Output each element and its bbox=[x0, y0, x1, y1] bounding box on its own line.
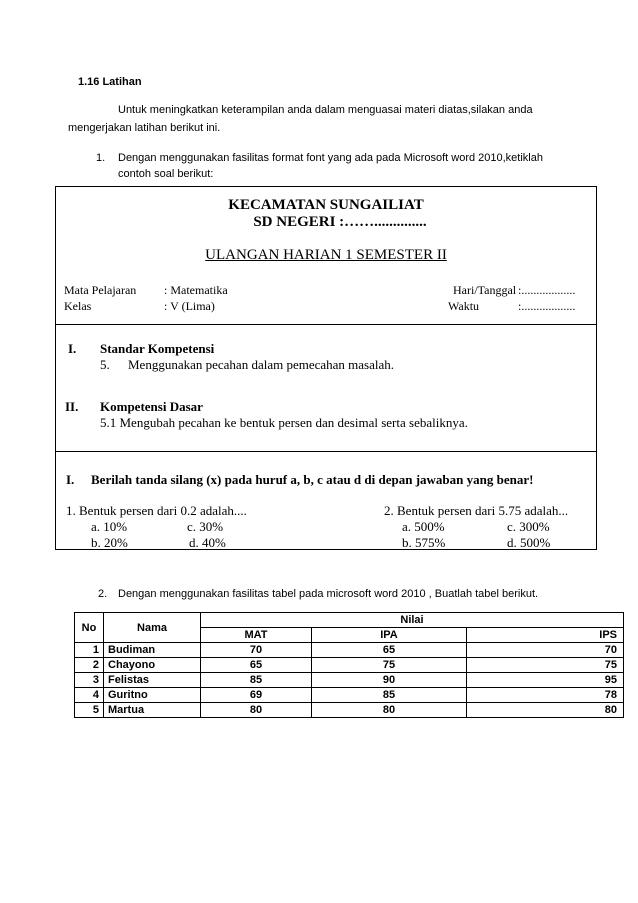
cell-ipa: 65 bbox=[312, 643, 467, 658]
q2-option-a: a. 500% bbox=[402, 519, 445, 534]
subject-value: : Matematika bbox=[164, 283, 228, 297]
header-ipa: IPA bbox=[312, 628, 467, 643]
cell-nama: Felistas bbox=[104, 673, 201, 688]
header-mat: MAT bbox=[201, 628, 312, 643]
day-date-label: Hari/Tanggal bbox=[453, 283, 517, 297]
cell-mat: 70 bbox=[201, 643, 312, 658]
exam-box bbox=[55, 186, 597, 550]
q2-option-b: b. 575% bbox=[402, 535, 446, 550]
table-row bbox=[75, 688, 624, 703]
kd-number: II. bbox=[65, 399, 79, 414]
cell-ips: 70 bbox=[467, 643, 624, 658]
header-no: No bbox=[75, 613, 104, 643]
task1-number: 1. bbox=[96, 152, 106, 164]
intro-line-2: mengerjakan latihan berikut ini. bbox=[68, 122, 221, 134]
day-date-value: :.................. bbox=[518, 283, 576, 297]
sk-title: Standar Kompetensi bbox=[100, 341, 215, 356]
divider bbox=[56, 451, 596, 452]
table-row bbox=[75, 703, 624, 718]
cell-no: 1 bbox=[75, 643, 104, 658]
sk-item-number: 5. bbox=[100, 357, 110, 372]
class-label: Kelas bbox=[64, 299, 92, 313]
question-2: 2. Bentuk persen dari 5.75 adalah... bbox=[384, 503, 569, 518]
table-header-row bbox=[75, 613, 624, 628]
header-nilai: Nilai bbox=[201, 613, 624, 628]
cell-no: 2 bbox=[75, 658, 104, 673]
table-row bbox=[75, 673, 624, 688]
cell-ips: 80 bbox=[467, 703, 624, 718]
divider bbox=[56, 324, 596, 325]
cell-ipa: 80 bbox=[312, 703, 467, 718]
exam-title: ULANGAN HARIAN 1 SEMESTER II bbox=[205, 247, 447, 263]
cell-no: 5 bbox=[75, 703, 104, 718]
cell-ipa: 75 bbox=[312, 658, 467, 673]
q1-option-a: a. 10% bbox=[91, 519, 128, 534]
time-label: Waktu bbox=[448, 299, 480, 313]
cell-no: 4 bbox=[75, 688, 104, 703]
intro-line-1: Untuk meningkatkan keterampilan anda dalam menguasai materi diatas,silakan anda bbox=[118, 104, 533, 116]
q1-option-c: c. 30% bbox=[187, 519, 224, 534]
time-value: :.................. bbox=[518, 299, 576, 313]
kd-item: 5.1 Mengubah pecahan ke bentuk persen dan desimal serta sebaliknya. bbox=[100, 415, 468, 430]
cell-nama: Guritno bbox=[104, 688, 201, 703]
cell-no: 3 bbox=[75, 673, 104, 688]
task2-number: 2. bbox=[98, 588, 108, 600]
grades-table bbox=[74, 612, 624, 718]
q2-option-d: d. 500% bbox=[507, 535, 551, 550]
cell-nama: Martua bbox=[104, 703, 201, 718]
cell-ips: 95 bbox=[467, 673, 624, 688]
sk-item: Menggunakan pecahan dalam pemecahan masalah. bbox=[128, 357, 395, 372]
cell-ips: 75 bbox=[467, 658, 624, 673]
cell-mat: 65 bbox=[201, 658, 312, 673]
cell-nama: Chayono bbox=[104, 658, 201, 673]
task1-line-1: Dengan menggunakan fasilitas format font yang ada pada Microsoft word 2010,ketiklah bbox=[118, 152, 543, 164]
task2-text: Dengan menggunakan fasilitas tabel pada microsoft word 2010 , Buatlah tabel berikut. bbox=[118, 588, 539, 600]
cell-mat: 69 bbox=[201, 688, 312, 703]
subject-label: Mata Pelajaran bbox=[64, 283, 137, 297]
cell-nama: Budiman bbox=[104, 643, 201, 658]
cell-mat: 85 bbox=[201, 673, 312, 688]
header-nama: Nama bbox=[104, 613, 201, 643]
q2-option-c: c. 300% bbox=[507, 519, 550, 534]
school-district: KECAMATAN SUNGAILIAT bbox=[228, 197, 424, 213]
kd-title: Kompetensi Dasar bbox=[100, 399, 203, 414]
class-value: : V (Lima) bbox=[164, 299, 215, 313]
table-row bbox=[75, 658, 624, 673]
cell-ipa: 85 bbox=[312, 688, 467, 703]
cell-ipa: 90 bbox=[312, 673, 467, 688]
task1-line-2: contoh soal berikut: bbox=[118, 168, 214, 180]
section-heading: 1.16 Latihan bbox=[78, 76, 142, 88]
instruction-number: I. bbox=[66, 472, 75, 487]
school-name: SD NEGERI :…….............. bbox=[253, 214, 427, 230]
cell-ips: 78 bbox=[467, 688, 624, 703]
instruction-text: Berilah tanda silang (x) pada huruf a, b, c atau d di depan jawaban yang benar! bbox=[91, 472, 534, 487]
cell-mat: 80 bbox=[201, 703, 312, 718]
question-1: 1. Bentuk persen dari 0.2 adalah.... bbox=[66, 503, 247, 518]
table-row bbox=[75, 643, 624, 658]
header-ips: IPS bbox=[467, 628, 624, 643]
sk-number: I. bbox=[68, 341, 77, 356]
q1-option-b: b. 20% bbox=[91, 535, 128, 550]
q1-option-d: d. 40% bbox=[189, 535, 226, 550]
